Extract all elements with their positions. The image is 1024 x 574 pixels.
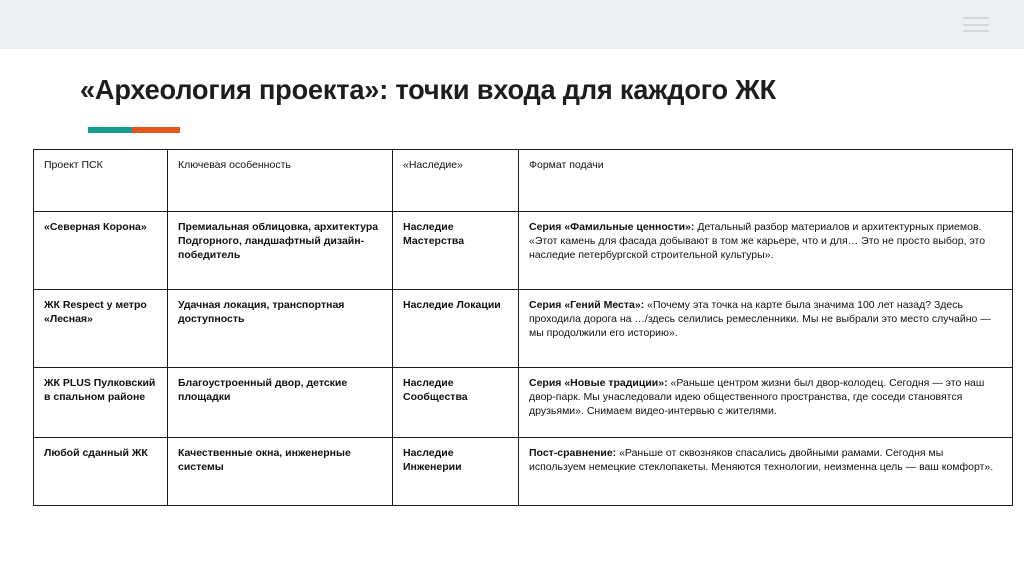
- cell-format-text: Детальный разбор материалов и архитектурных приемов. «Этот камень для фасада добывают в том же карьере, что и для… Это не просто выбор, это наследие петербургской строительной культуры».: [529, 221, 986, 262]
- cell-format-lead: Пост-сравнение:: [529, 446, 617, 459]
- table-header-legacy: «Наследие»: [393, 150, 519, 212]
- cell-format-text: «Раньше от сквозняков спасались двойными рамами. Сегодня мы используем немецкие стеклопакеты. Меняются технологии, неизменна цель — ваш комфорт».: [529, 446, 994, 473]
- cell-legacy: Наследие Локации: [393, 290, 519, 367]
- accent-segment-teal: [88, 127, 132, 133]
- cell-format-lead: Серия «Гений Места»:: [529, 299, 645, 312]
- cell-project: «Северная Корона»: [34, 212, 168, 290]
- content-table-wrapper: [33, 149, 1012, 506]
- cell-feature: Благоустроенный двор, детские площадки: [168, 367, 393, 437]
- table-row: [34, 212, 1013, 290]
- cell-format-lead: Серия «Фамильные ценности»:: [529, 221, 695, 234]
- hamburger-line: [963, 24, 989, 26]
- top-bar: [0, 0, 1024, 49]
- cell-format-lead: Серия «Новые традиции»:: [529, 376, 668, 389]
- cell-format-text: «Раньше центром жизни был двор-колодец. Сегодня — это наш двор-парк. Мы унаследовали идею общественного пространства, где соседи становятся друзьями». Снимаем видео-интервью с жителями.: [529, 376, 985, 417]
- cell-format: [519, 290, 1013, 367]
- table-row: [34, 437, 1013, 505]
- cell-legacy: Наследие Сообщества: [393, 367, 519, 437]
- cell-legacy: Наследие Мастерства: [393, 212, 519, 290]
- cell-format: [519, 367, 1013, 437]
- cell-format-text: «Почему эта точка на карте была значима 100 лет назад? Здесь проходила дорога на …/здесь селились ремесленники. Мы не выбрали это место случайно — мы продолжили его историю».: [529, 299, 991, 340]
- accent-underline: [88, 127, 180, 133]
- content-table: [33, 149, 1013, 506]
- table-row: [34, 367, 1013, 437]
- cell-legacy: Наследие Инженерии: [393, 437, 519, 505]
- cell-format: [519, 212, 1013, 290]
- table-header-row: [34, 150, 1013, 212]
- table-row: [34, 290, 1013, 367]
- cell-feature: Удачная локация, транспортная доступность: [168, 290, 393, 367]
- cell-feature: Премиальная облицовка, архитектура Подгорного, ландшафтный дизайн-победитель: [168, 212, 393, 290]
- cell-project: Любой сданный ЖК: [34, 437, 168, 505]
- table-header-feature: Ключевая особенность: [168, 150, 393, 212]
- hamburger-menu-icon[interactable]: [963, 17, 989, 32]
- hamburger-line: [963, 17, 989, 19]
- hamburger-line: [963, 30, 989, 32]
- cell-project: ЖК Respect у метро «Лесная»: [34, 290, 168, 367]
- cell-format: [519, 437, 1013, 505]
- table-header-format: Формат подачи: [519, 150, 1013, 212]
- table-header-project: Проект ПСК: [34, 150, 168, 212]
- accent-segment-orange: [132, 127, 180, 133]
- page-title: «Археология проекта»: точки входа для каждого ЖК: [80, 74, 776, 105]
- cell-project: ЖК PLUS Пулковский в спальном районе: [34, 367, 168, 437]
- cell-feature: Качественные окна, инженерные системы: [168, 437, 393, 505]
